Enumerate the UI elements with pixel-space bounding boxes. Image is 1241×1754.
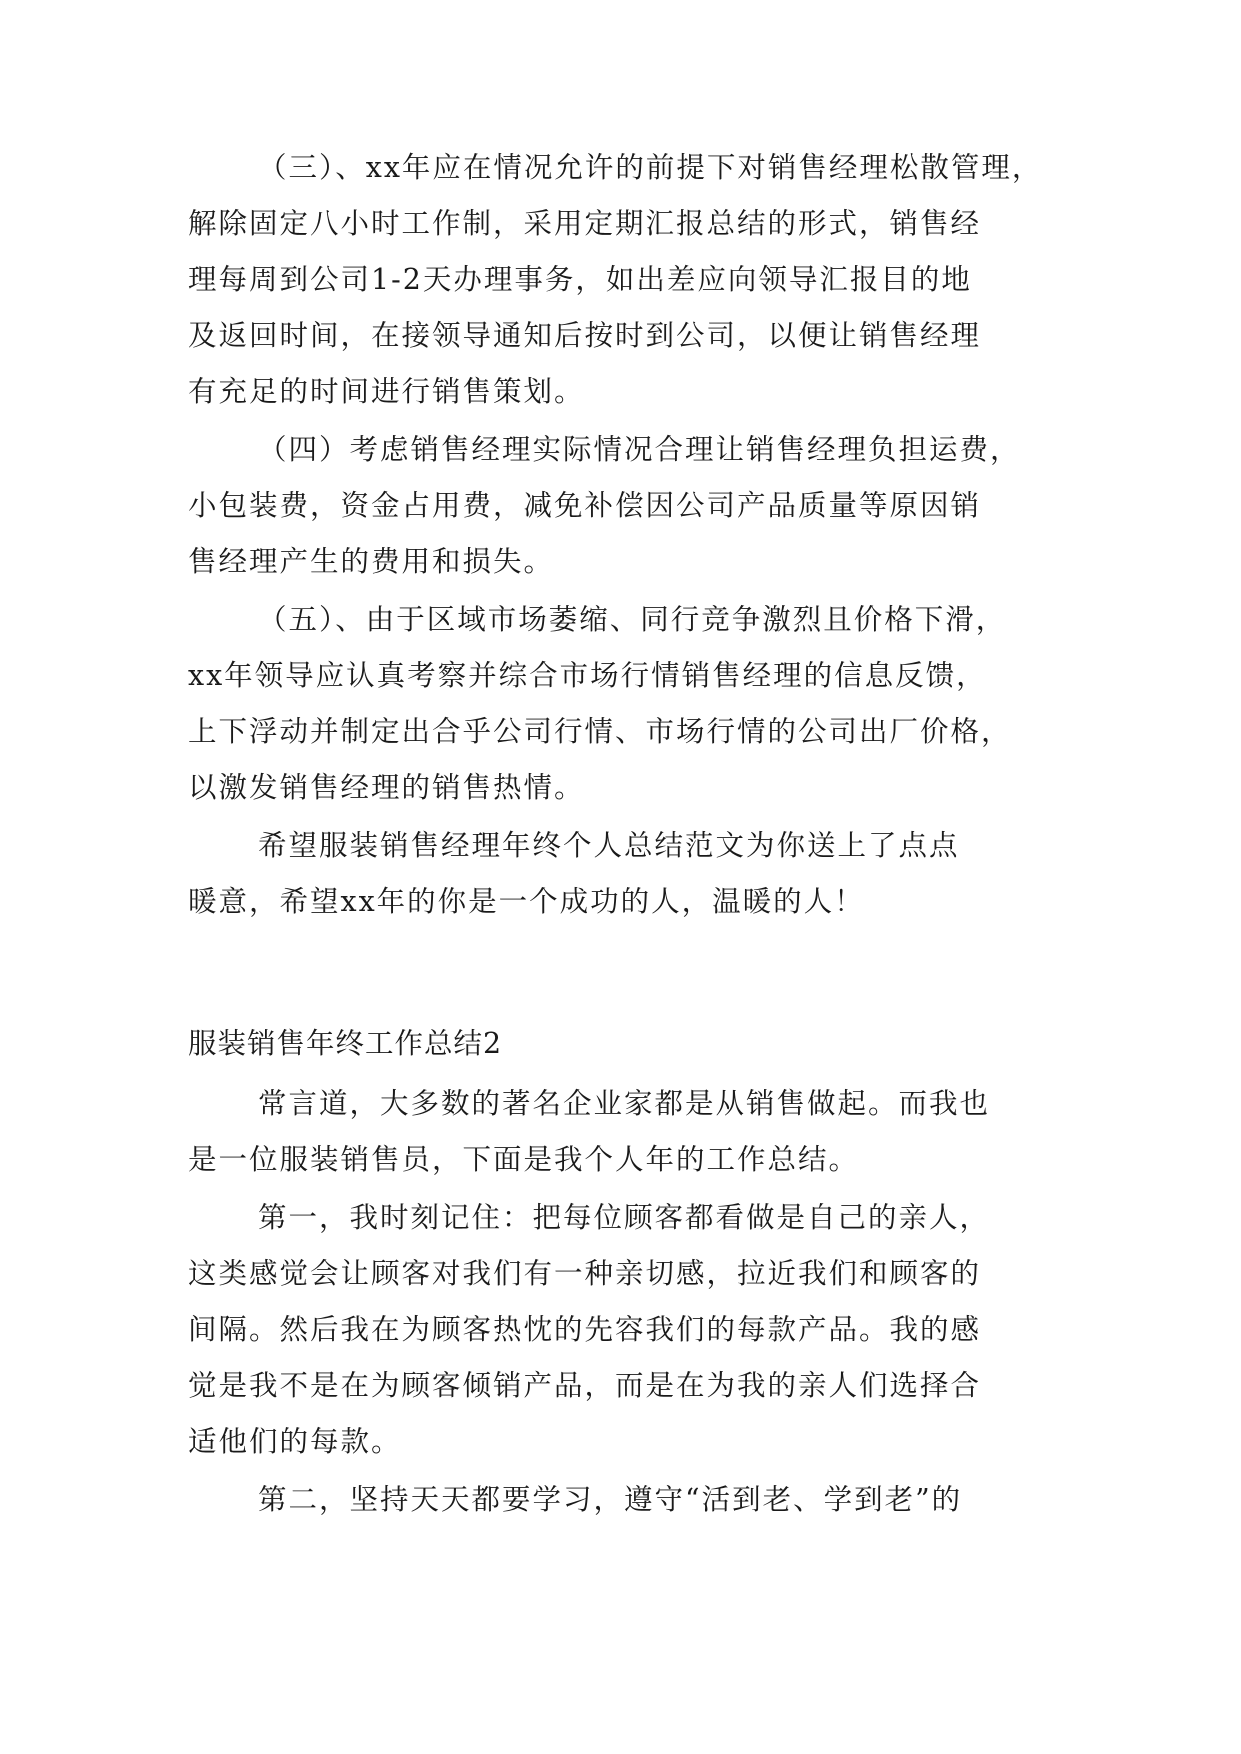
closing-line-2: 暖意，希望xx年的你是一个成功的人，温暖的人！: [188, 885, 865, 918]
point-1-line-4: 觉是我不是在为顾客倾销产品，而是在为我的亲人们选择合: [188, 1369, 982, 1402]
closing-line-1: 希望服装销售经理年终个人总结范文为你送上了点点: [258, 829, 960, 862]
point-1-line-3: 间隔。然后我在为顾客热忱的先容我们的每款产品。我的感: [188, 1313, 982, 1346]
paragraph-4-line-1: （四）考虑销售经理实际情况合理让销售经理负担运费，: [258, 433, 1021, 466]
paragraph-3-line-2: 解除固定八小时工作制，采用定期汇报总结的形式，销售经: [188, 207, 982, 240]
paragraph-5-line-2: xx年领导应认真考察并综合市场行情销售经理的信息反馈，: [188, 659, 987, 692]
paragraph-5-line-1: （五）、由于区域市场萎缩、同行竞争激烈且价格下滑，: [258, 603, 1007, 636]
section-title: 服装销售年终工作总结2: [188, 1027, 503, 1060]
paragraph-3-line-3: 理每周到公司1-2天办理事务，如出差应向领导汇报目的地: [188, 263, 972, 296]
point-1-line-5: 适他们的每款。: [188, 1425, 402, 1458]
intro-line-1: 常言道，大多数的著名企业家都是从销售做起。而我也: [258, 1087, 991, 1120]
paragraph-3-line-1: （三）、xx年应在情况允许的前提下对销售经理松散管理，: [258, 151, 1043, 184]
paragraph-3-line-4: 及返回时间，在接领导通知后按时到公司，以便让销售经理: [188, 319, 982, 352]
paragraph-5-line-3: 上下浮动并制定出合乎公司行情、市场行情的公司出厂价格，: [188, 715, 1012, 748]
paragraph-5-line-4: 以激发销售经理的销售热情。: [188, 771, 585, 804]
point-1-line-1: 第一，我时刻记住：把每位顾客都看做是自己的亲人，: [258, 1201, 991, 1234]
paragraph-3-line-5: 有充足的时间进行销售策划。: [188, 375, 585, 408]
point-1-line-2: 这类感觉会让顾客对我们有一种亲切感，拉近我们和顾客的: [188, 1257, 982, 1290]
intro-line-2: 是一位服装销售员，下面是我个人年的工作总结。: [188, 1143, 860, 1176]
paragraph-4-line-2: 小包装费，资金占用费，减免补偿因公司产品质量等原因销: [188, 489, 982, 522]
point-2-line-1: 第二，坚持天天都要学习，遵守“活到老、学到老”的: [258, 1483, 963, 1516]
paragraph-4-line-3: 售经理产生的费用和损失。: [188, 545, 555, 578]
